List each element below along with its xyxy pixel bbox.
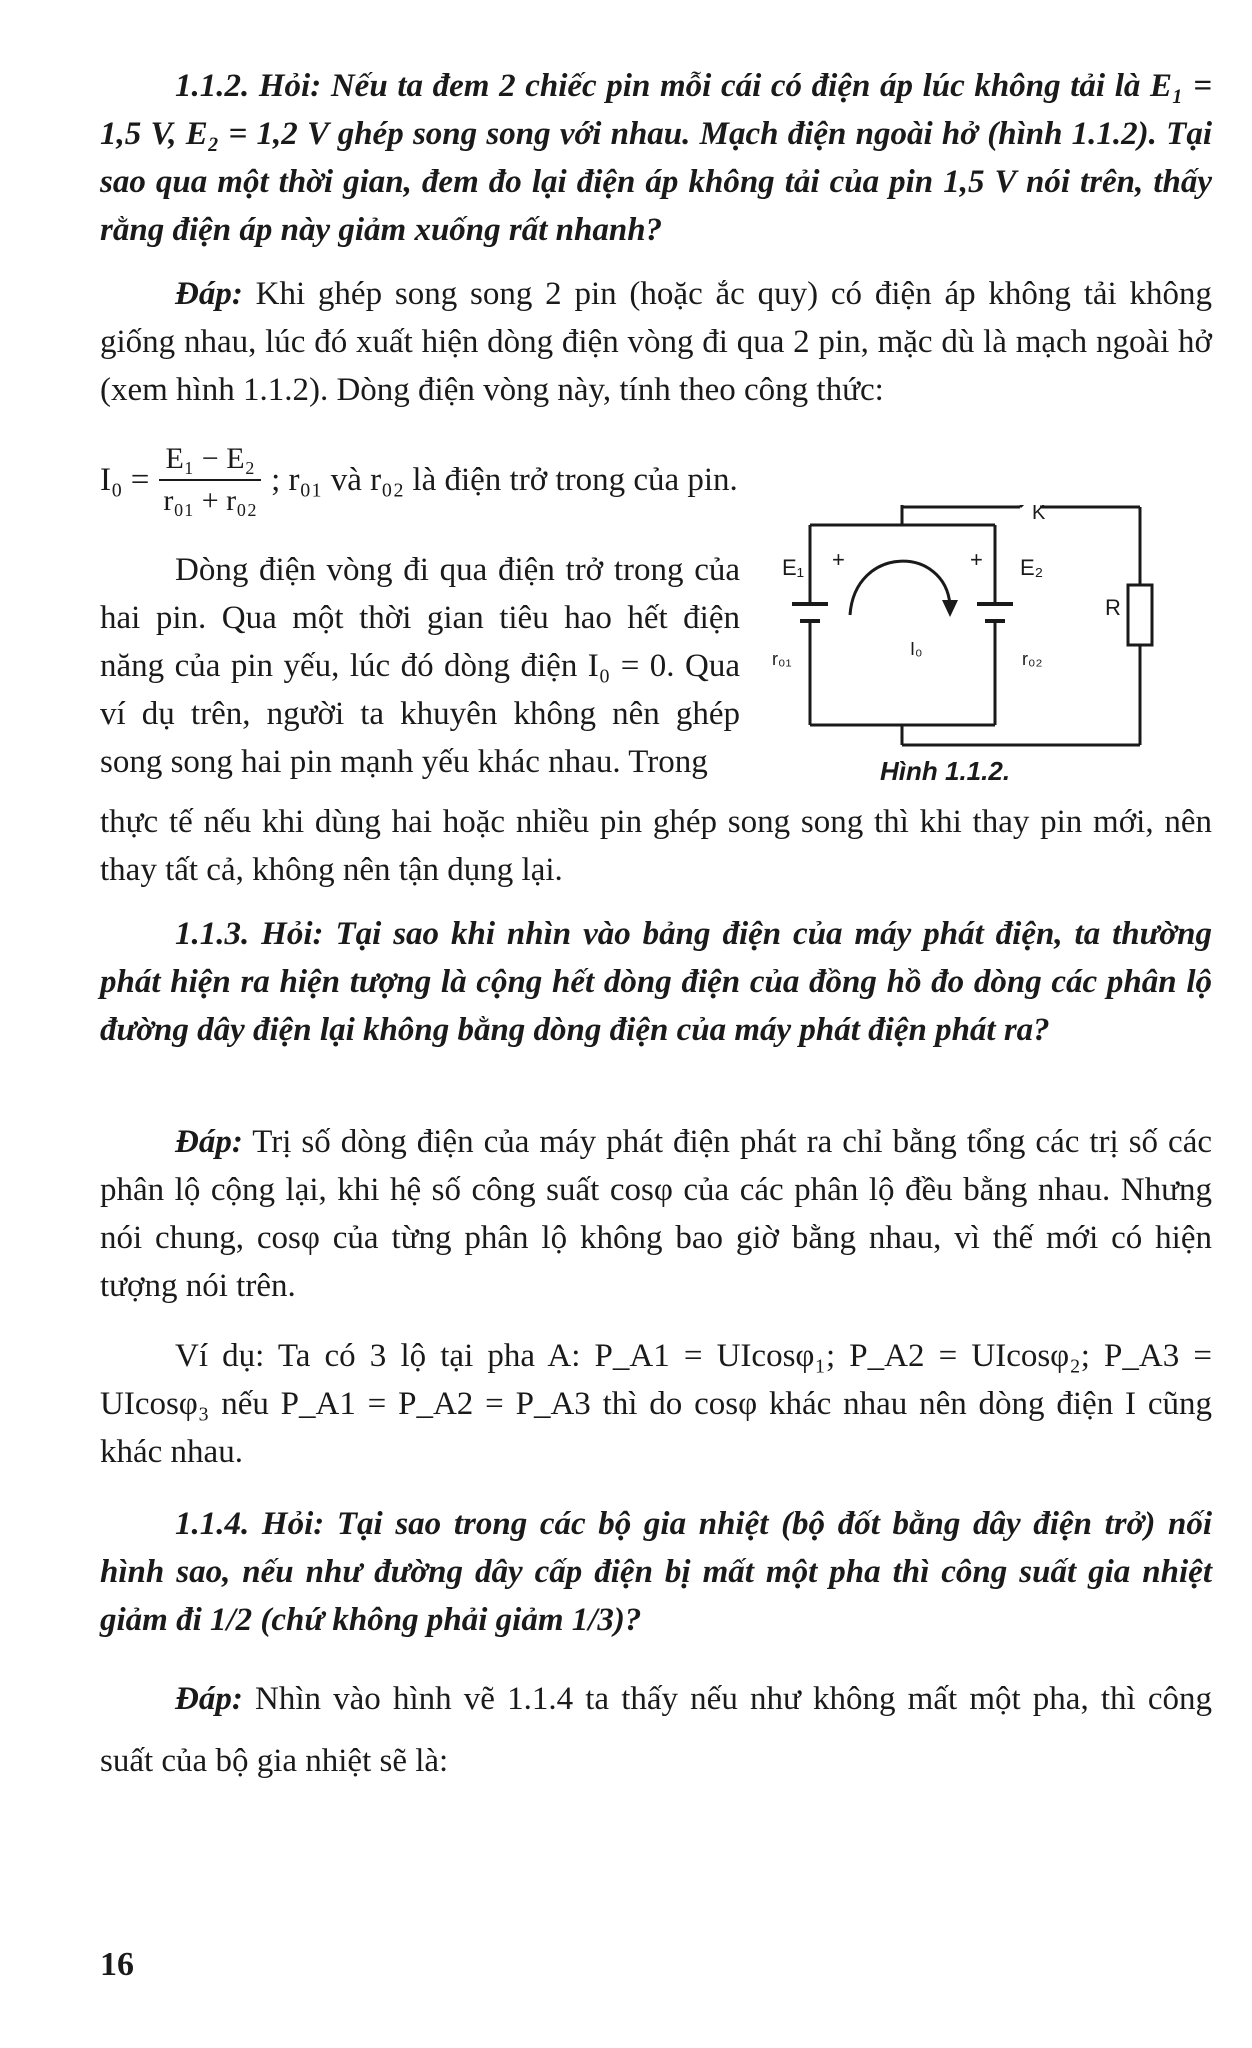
example-1-1-3: Ví dụ: Ta có 3 lộ tại pha A: P_A1 = UIcosφ₁; P_A2 = UIcosφ₂; P_A3 = UIcosφ₃ nếu P_A1 = P_A2 = P_A3 thì do cosφ khác nhau nên dòng điện I cũng khác nhau. <box>100 1338 1212 1470</box>
switch-k <box>1020 505 1032 507</box>
question-1-1-4: 1.1.4. Hỏi: Tại sao trong các bộ gia nhiệt (bộ đốt bằng dây điện trở) nối hình sao, nếu như đường dây cấp điện bị mất một pha thì công suất gia nhiệt giảm đi 1/2 (chứ không phải giảm 1/3)? <box>100 1506 1212 1638</box>
answer-text: Nhìn vào hình vẽ 1.1.4 ta thấy nếu như không mất một pha, thì công suất của bộ gia nhiệt sẽ là: <box>100 1681 1212 1779</box>
answer-1-1-3 <box>100 1118 1212 1310</box>
question-1-1-2: 1.1.2. Hỏi: Nếu ta đem 2 chiếc pin mỗi cái có điện áp lúc không tải là E₁ = 1,5 V, E₂ = 1,2 V ghép song song với nhau. Mạch điện ngoài hở (hình 1.1.2). Tại sao qua một thời gian, đem đo lại điện áp không tải của pin 1,5 V nói trên, thấy rằng điện áp này giảm xuống rất nhanh? <box>100 68 1212 248</box>
formula-lhs: I₀ = <box>100 461 150 498</box>
label-plus-1: + <box>832 547 845 572</box>
label-e1: E₁ <box>782 555 805 580</box>
paragraph-wrapped: Dòng điện vòng đi qua điện trở trong của hai pin. Qua một thời gian tiêu hao hết điện năng của pin yếu, lúc đó dòng điện I₀ = 0. Qua ví dụ trên, người ta khuyên không nên ghép song song hai pin mạnh yếu khác nhau. Trong <box>100 552 740 780</box>
label-e2: E₂ <box>1020 555 1044 580</box>
circuit-diagram <box>770 505 1170 795</box>
answer-1-1-4 <box>100 1668 1212 1792</box>
loop-current-formula <box>100 432 738 528</box>
formula-numerator: E₁ − E₂ <box>159 439 261 481</box>
arrow-head <box>942 600 958 617</box>
formula-note: ; r₀₁ và r₀₂ là điện trở trong của pin. <box>271 461 738 498</box>
battery-e2-short-plate <box>985 619 1005 623</box>
paragraph-full: thực tế nếu khi dùng hai hoặc nhiều pin ghép song song thì khi thay pin mới, nên thay tất cả, không nên tận dụng lại. <box>100 804 1212 888</box>
label-r: R <box>1105 595 1121 620</box>
label-r02: r₀₂ <box>1022 649 1043 669</box>
battery-e1-short-plate <box>800 619 820 623</box>
label-plus-2: + <box>970 547 983 572</box>
loop-current-arrow <box>850 561 950 615</box>
formula-fraction <box>157 439 263 521</box>
answer-label: Đáp: <box>175 276 243 312</box>
formula-denominator: r₀₁ + r₀₂ <box>163 484 258 517</box>
answer-1-1-2 <box>100 270 1212 414</box>
answer-label: Đáp: <box>175 1681 243 1717</box>
page-number: 16 <box>100 1946 134 1983</box>
resistor-r <box>1128 585 1152 645</box>
answer-text: Trị số dòng điện của máy phát điện phát ra chỉ bằng tổng các trị số các phân lộ cộng lại, khi hệ số công suất cosφ của các phân lộ đều bằng nhau. Nhưng nói chung, cosφ của từng phân lộ không bao giờ bằng nhau, vì thế mới có hiện tượng nói trên. <box>100 1124 1212 1304</box>
label-k: K <box>1032 505 1046 524</box>
label-i0: I₀ <box>910 639 923 659</box>
answer-label: Đáp: <box>175 1124 243 1160</box>
label-r01: r₀₁ <box>772 649 792 669</box>
battery-e2-long-plate <box>977 602 1013 606</box>
answer-text: Khi ghép song song 2 pin (hoặc ắc quy) có điện áp không tải không giống nhau, lúc đó xuất hiện dòng điện vòng đi qua 2 pin, mặc dù là mạch ngoài hở (xem hình 1.1.2). Dòng điện vòng này, tính theo công thức: <box>100 276 1212 408</box>
question-1-1-3: 1.1.3. Hỏi: Tại sao khi nhìn vào bảng điện của máy phát điện, ta thường phát hiện ra hiện tượng là cộng hết dòng điện của đồng hồ đo dòng các phân lộ đường dây điện lại không bằng dòng điện của máy phát điện phát ra? <box>100 916 1212 1048</box>
figure-caption: Hình 1.1.2. <box>880 756 1011 786</box>
battery-e1-long-plate <box>792 602 828 606</box>
